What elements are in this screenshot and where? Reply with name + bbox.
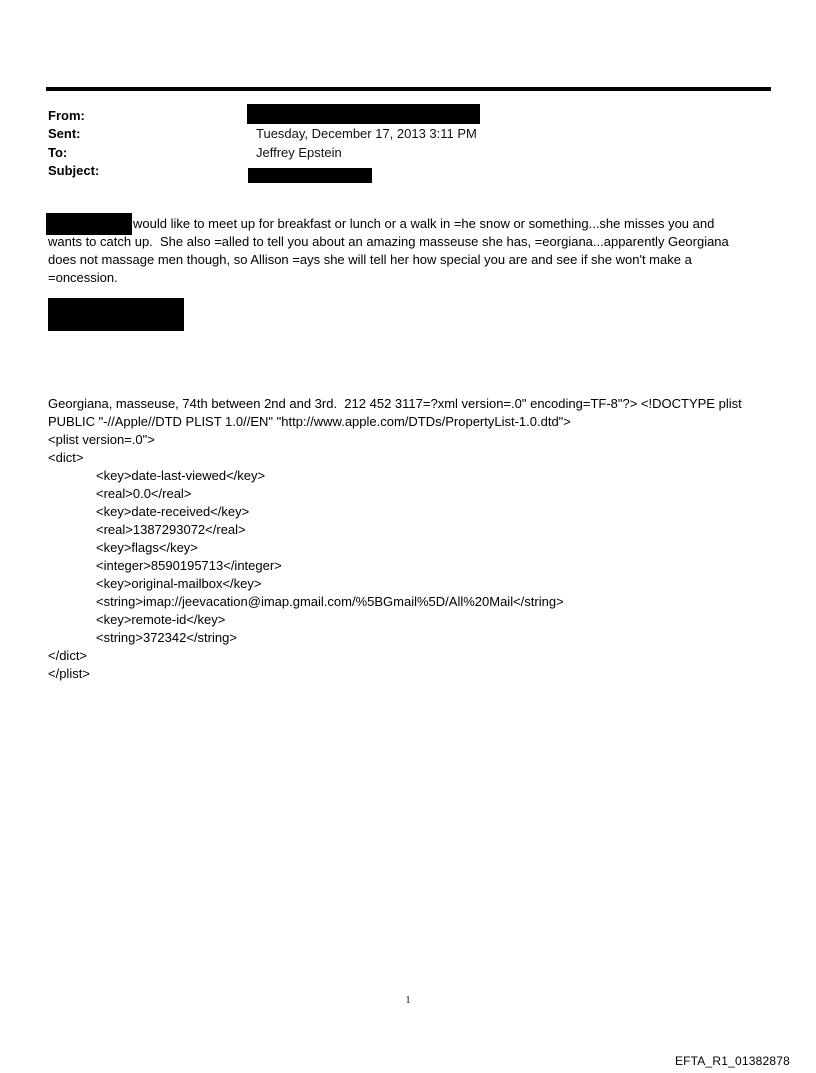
sent-value: Tuesday, December 17, 2013 3:11 PM: [256, 126, 477, 141]
from-redaction: [247, 104, 480, 124]
plist-line: <real>0.0</real>: [96, 486, 192, 501]
name-redaction: [46, 213, 132, 235]
plist-text-block: [48, 395, 788, 683]
header-rule: [46, 87, 771, 91]
plist-line: </plist>: [48, 666, 90, 681]
from-label: From:: [48, 108, 85, 123]
plist-line: Georgiana, masseuse, 74th between 2nd and 3rd. 212 452 3117=?xml version=.0" encoding=TF-8"?> <!DOCTYPE plist: [48, 396, 742, 411]
plist-line: PUBLIC "-//Apple//DTD PLIST 1.0//EN" "http://www.apple.com/DTDs/PropertyList-1.0.dtd">: [48, 414, 571, 429]
plist-line: <key>remote-id</key>: [96, 612, 226, 627]
plist-line: <key>date-last-viewed</key>: [96, 468, 266, 483]
document-id: EFTA_R1_01382878: [674, 1054, 790, 1068]
message-first-line: would like to meet up for breakfast or lunch or a walk in =he snow or something...she misses you and: [133, 216, 715, 231]
plist-line: <string>imap://jeevacation@imap.gmail.com/%5BGmail%5D/All%20Mail</string>: [96, 594, 564, 609]
subject-label: Subject:: [48, 163, 100, 178]
to-label: To:: [48, 145, 68, 160]
plist-line: <key>original-mailbox</key>: [96, 576, 262, 591]
plist-line: </dict>: [48, 648, 88, 663]
plist-line: <integer>8590195713</integer>: [96, 558, 282, 573]
plist-line: <plist version=.0">: [48, 432, 155, 447]
plist-line: <key>flags</key>: [96, 540, 198, 555]
plist-line: <dict>: [48, 450, 84, 465]
page-number: 1: [405, 995, 411, 1006]
message-paragraph: wants to catch up. She also =alled to tell you about an amazing masseuse she has, =eorgiana...apparently Georgiana does not massage men though, so Allison =ays she will tell her how special you are and see if she won't make a =oncession.: [48, 234, 729, 285]
plist-line: <string>372342</string>: [96, 630, 237, 645]
to-value: Jeffrey Epstein: [256, 145, 342, 160]
plist-line: <real>1387293072</real>: [96, 522, 246, 537]
signature-redaction: [48, 298, 184, 331]
subject-redaction: [248, 168, 372, 183]
plist-line: <key>date-received</key>: [96, 504, 250, 519]
sent-label: Sent:: [48, 126, 81, 141]
